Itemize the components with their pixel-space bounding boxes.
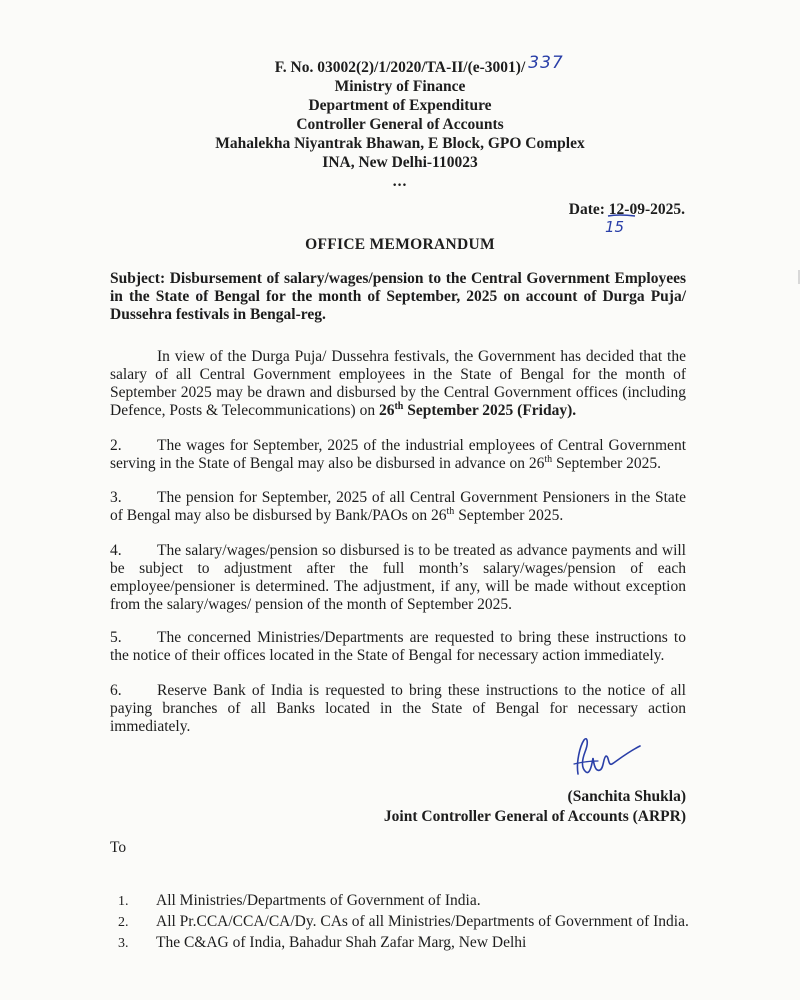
paragraph-6	[110, 682, 686, 736]
recipient-list	[118, 891, 689, 954]
paragraph-5-text: The concerned Ministries/Departments are requested to bring these instructions to the notice of their offices located in the State of Bengal for necessary action immediately.	[110, 629, 686, 664]
handwritten-date-correction: 15	[605, 218, 625, 236]
paragraph-number: 4.	[110, 542, 122, 559]
list-item-number: 2.	[118, 915, 129, 930]
ministry-name: Ministry of Finance	[334, 78, 466, 95]
address-line-2: INA, New Delhi-110023	[322, 154, 478, 171]
subject-line: Subject: Disbursement of salary/wages/pension to the Central Government Employees in the State of Bengal for the month of September, 2025 on account of Durga Puja/ Dussehra festivals in Bengal-reg.	[110, 270, 686, 323]
address-line-1: Mahalekha Niyantrak Bhawan, E Block, GPO Complex	[215, 135, 585, 152]
header-separator: ...	[392, 173, 408, 190]
list-item-number: 3.	[118, 936, 129, 951]
signatory-name: (Sanchita Shukla)	[567, 788, 686, 805]
list-item-number: 1.	[118, 894, 129, 909]
memo-title: OFFICE MEMORANDUM	[305, 236, 495, 253]
paragraph-6-text: Reserve Bank of India is requested to bring these instructions to the notice of all paying branches of all Banks located in the State of Bengal for necessary action immediately.	[110, 682, 686, 735]
memo-date: Date: 12-09-2025.	[568, 201, 685, 218]
paragraph-4-text: The salary/wages/pension so disbursed is to be treated as advance payments and will be subject to adjustment after the full month’s salary/wages/pension of each employee/pensioner is determined. The adjustment, if any, will be made without exception from the salary/wages/ pension of the month of September 2025.	[110, 542, 686, 613]
list-item	[118, 891, 689, 912]
paragraph-4	[110, 542, 686, 614]
signatory-block	[384, 787, 686, 827]
list-item	[118, 933, 689, 954]
paragraph-3-text: The pension for September, 2025 of all Central Government Pensioners in the State of Bengal may also be disbursed by Bank/PAOs on 26	[110, 489, 686, 524]
signatory-designation: Joint Controller General of Accounts (ARPR)	[383, 808, 686, 825]
list-item-text: All Pr.CCA/CCA/CA/Dy. CAs of all Ministries/Departments of Government of India.	[156, 913, 689, 930]
paragraph-number: 6.	[110, 682, 122, 699]
paragraph-1-text: In view of the Durga Puja/ Dussehra festivals, the Government has decided that the salary of all Central Government employees in the State of Bengal for the month of September 2025 may be drawn and disbursed by the Central Government offices (including Defence, Posts & Telecommunications) on	[110, 348, 686, 419]
paragraph-1-day: 26	[378, 402, 395, 419]
letterhead	[0, 53, 800, 191]
handwritten-file-suffix: 337	[528, 53, 564, 73]
office-name: Controller General of Accounts	[296, 116, 504, 133]
paragraph-3	[110, 489, 686, 525]
paragraph-5	[110, 629, 686, 665]
paragraph-1	[110, 348, 686, 420]
list-item-text: All Ministries/Departments of Government of India.	[156, 892, 481, 909]
handwritten-signature	[568, 734, 648, 784]
paragraph-2-text: The wages for September, 2025 of the industrial employees of Central Government serving in the State of Bengal may also be disbursed in advance on 26	[110, 437, 686, 472]
handwritten-underline	[607, 213, 637, 219]
to-label: To	[110, 839, 127, 856]
paragraph-2-sup: th	[544, 453, 553, 465]
file-number: F. No. 03002(2)/1/2020/TA-II/(e-3001)/	[274, 59, 526, 76]
paragraph-number: 3.	[110, 489, 122, 506]
paragraph-2-end: September 2025.	[552, 455, 662, 472]
paragraph-3-sup: th	[446, 505, 455, 517]
list-item-text: The C&AG of India, Bahadur Shah Zafar Marg, New Delhi	[156, 934, 527, 951]
list-item	[118, 912, 689, 933]
paragraph-3-end: September 2025.	[454, 507, 564, 524]
paragraph-number: 5.	[110, 629, 122, 646]
department-name: Department of Expenditure	[308, 97, 492, 114]
paragraph-1-sup: th	[394, 400, 404, 412]
paragraph-number: 2.	[110, 437, 122, 454]
paragraph-1-date-rest: September 2025 (Friday).	[403, 402, 577, 419]
paragraph-2	[110, 437, 686, 473]
